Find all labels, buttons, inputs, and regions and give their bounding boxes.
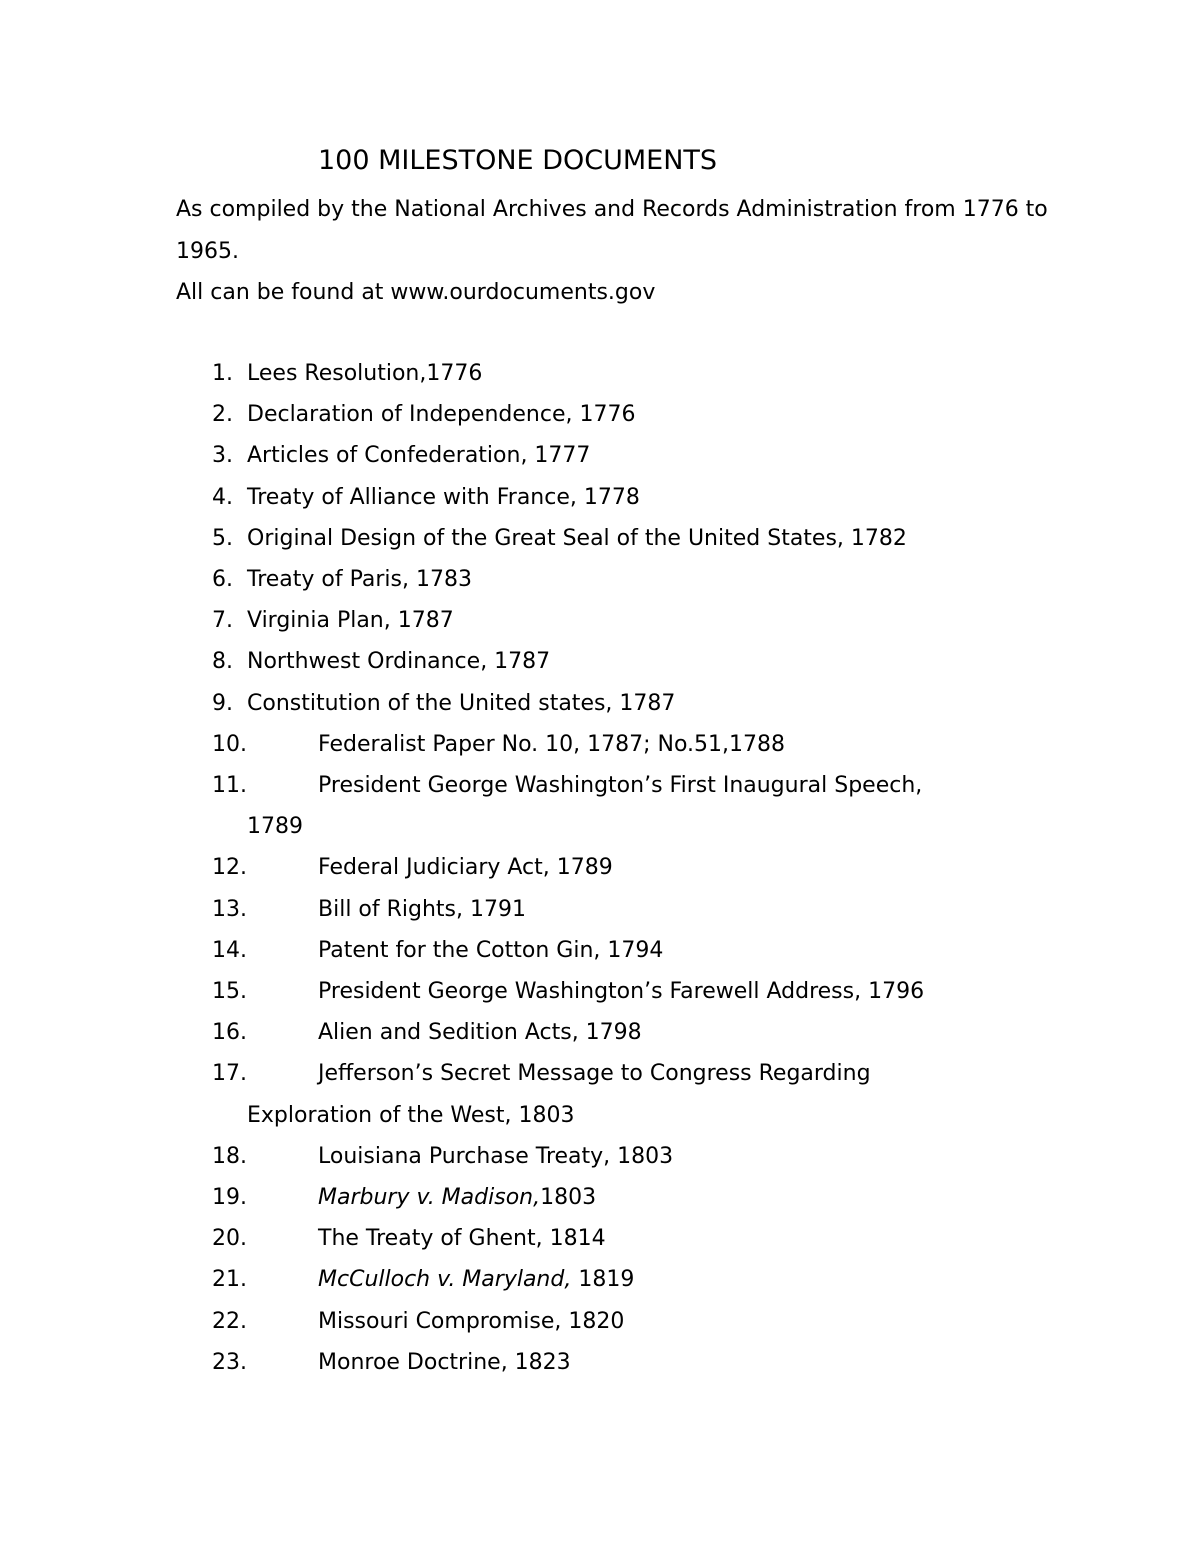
list-item-text: Constitution of the United states, 1787	[247, 690, 676, 716]
list-item-19	[176, 1177, 1076, 1218]
list-item-11	[176, 765, 1076, 847]
milestone-list	[176, 353, 1076, 1383]
list-item-number: 5.	[212, 525, 233, 551]
list-item-number: 21.	[212, 1267, 247, 1293]
list-item-text: Lees Resolution,1776	[247, 361, 483, 386]
list-item-text: Alien and Sedition Acts, 1798	[318, 1020, 642, 1046]
list-item-number: 11.	[212, 773, 247, 799]
list-item-21	[176, 1259, 1076, 1300]
list-item-6	[176, 559, 1076, 600]
list-item-number: 16.	[212, 1020, 247, 1046]
list-item-number: 1.	[212, 361, 233, 386]
list-item-number: 12.	[212, 855, 247, 881]
case-year: 1803	[540, 1185, 597, 1211]
list-item-text: President George Washington’s Farewell Address, 1796	[318, 979, 925, 1005]
intro-text	[176, 189, 1076, 314]
list-item-7	[176, 600, 1076, 641]
list-item-15	[176, 971, 1076, 1012]
list-item-text: Patent for the Cotton Gin, 1794	[318, 937, 664, 963]
list-item-5	[176, 518, 1076, 559]
case-name-italic: Marbury v. Madison,	[318, 1185, 541, 1211]
list-item-23	[176, 1342, 1076, 1383]
list-item-continuation: Exploration of the West, 1803	[247, 1102, 575, 1128]
list-item-number: 15.	[212, 979, 247, 1005]
list-item-text: Federal Judiciary Act, 1789	[318, 855, 613, 881]
list-item-8	[176, 641, 1076, 682]
list-item-number: 4.	[212, 484, 233, 510]
list-item-number: 9.	[212, 690, 233, 716]
list-item-text: Louisiana Purchase Treaty, 1803	[318, 1143, 674, 1169]
list-item-1	[176, 353, 1076, 394]
list-item-number: 6.	[212, 567, 233, 593]
list-item-20	[176, 1218, 1076, 1259]
case-year: 1819	[571, 1267, 635, 1293]
list-item-16	[176, 1012, 1076, 1053]
list-item-number: 17.	[212, 1061, 247, 1087]
list-item-22	[176, 1301, 1076, 1342]
list-item-text: Federalist Paper No. 10, 1787; No.51,1788	[318, 731, 786, 757]
list-item-text: President George Washington’s First Inaugural Speech,	[318, 773, 923, 799]
list-item-text: Virginia Plan, 1787	[247, 608, 454, 634]
list-item-text: Treaty of Paris, 1783	[247, 567, 472, 593]
list-item-text: Missouri Compromise, 1820	[318, 1308, 625, 1334]
list-item-14	[176, 930, 1076, 971]
list-item-number: 13.	[212, 896, 247, 922]
list-item-text: Articles of Confederation, 1777	[247, 443, 591, 469]
list-item-number: 10.	[212, 731, 247, 757]
list-item-number: 20.	[212, 1226, 247, 1252]
list-item-3	[176, 435, 1076, 476]
list-item-number: 18.	[212, 1143, 247, 1169]
list-item-text: Northwest Ordinance, 1787	[247, 649, 551, 675]
list-item-13	[176, 889, 1076, 930]
list-item-text: Original Design of the Great Seal of the United States, 1782	[247, 525, 907, 551]
list-item-continuation: 1789	[247, 814, 303, 840]
case-name-italic: McCulloch v. Maryland,	[318, 1267, 572, 1293]
list-item-text: The Treaty of Ghent, 1814	[318, 1226, 606, 1252]
intro-line-website: All can be found at www.ourdocuments.gov	[176, 280, 656, 305]
list-item-text: Jefferson’s Secret Message to Congress Regarding	[318, 1061, 871, 1087]
list-item-4	[176, 477, 1076, 518]
list-item-18	[176, 1136, 1076, 1177]
intro-line-source: As compiled by the National Archives and Records Administration from 1776 to 1965.	[176, 197, 1048, 264]
list-item-text: Declaration of Independence, 1776	[247, 402, 636, 428]
list-item-text: Bill of Rights, 1791	[318, 896, 526, 922]
document-title: 100 MILESTONE DOCUMENTS	[318, 145, 718, 176]
list-item-10	[176, 724, 1076, 765]
list-item-17	[176, 1053, 1076, 1135]
list-item-12	[176, 847, 1076, 888]
list-item-text: Monroe Doctrine, 1823	[318, 1349, 571, 1375]
list-item-number: 8.	[212, 649, 233, 675]
list-item-9	[176, 683, 1076, 724]
list-item-number: 14.	[212, 937, 247, 963]
list-item-number: 23.	[212, 1349, 247, 1375]
list-item-2	[176, 394, 1076, 435]
list-item-text	[176, 1259, 1076, 1300]
list-item-text	[176, 1177, 1076, 1218]
list-item-number: 2.	[212, 402, 233, 428]
list-item-number: 19.	[212, 1185, 247, 1211]
list-item-text: Treaty of Alliance with France, 1778	[247, 484, 640, 510]
list-item-number: 22.	[212, 1308, 247, 1334]
list-item-number: 7.	[212, 608, 233, 634]
list-item-number: 3.	[212, 443, 233, 469]
